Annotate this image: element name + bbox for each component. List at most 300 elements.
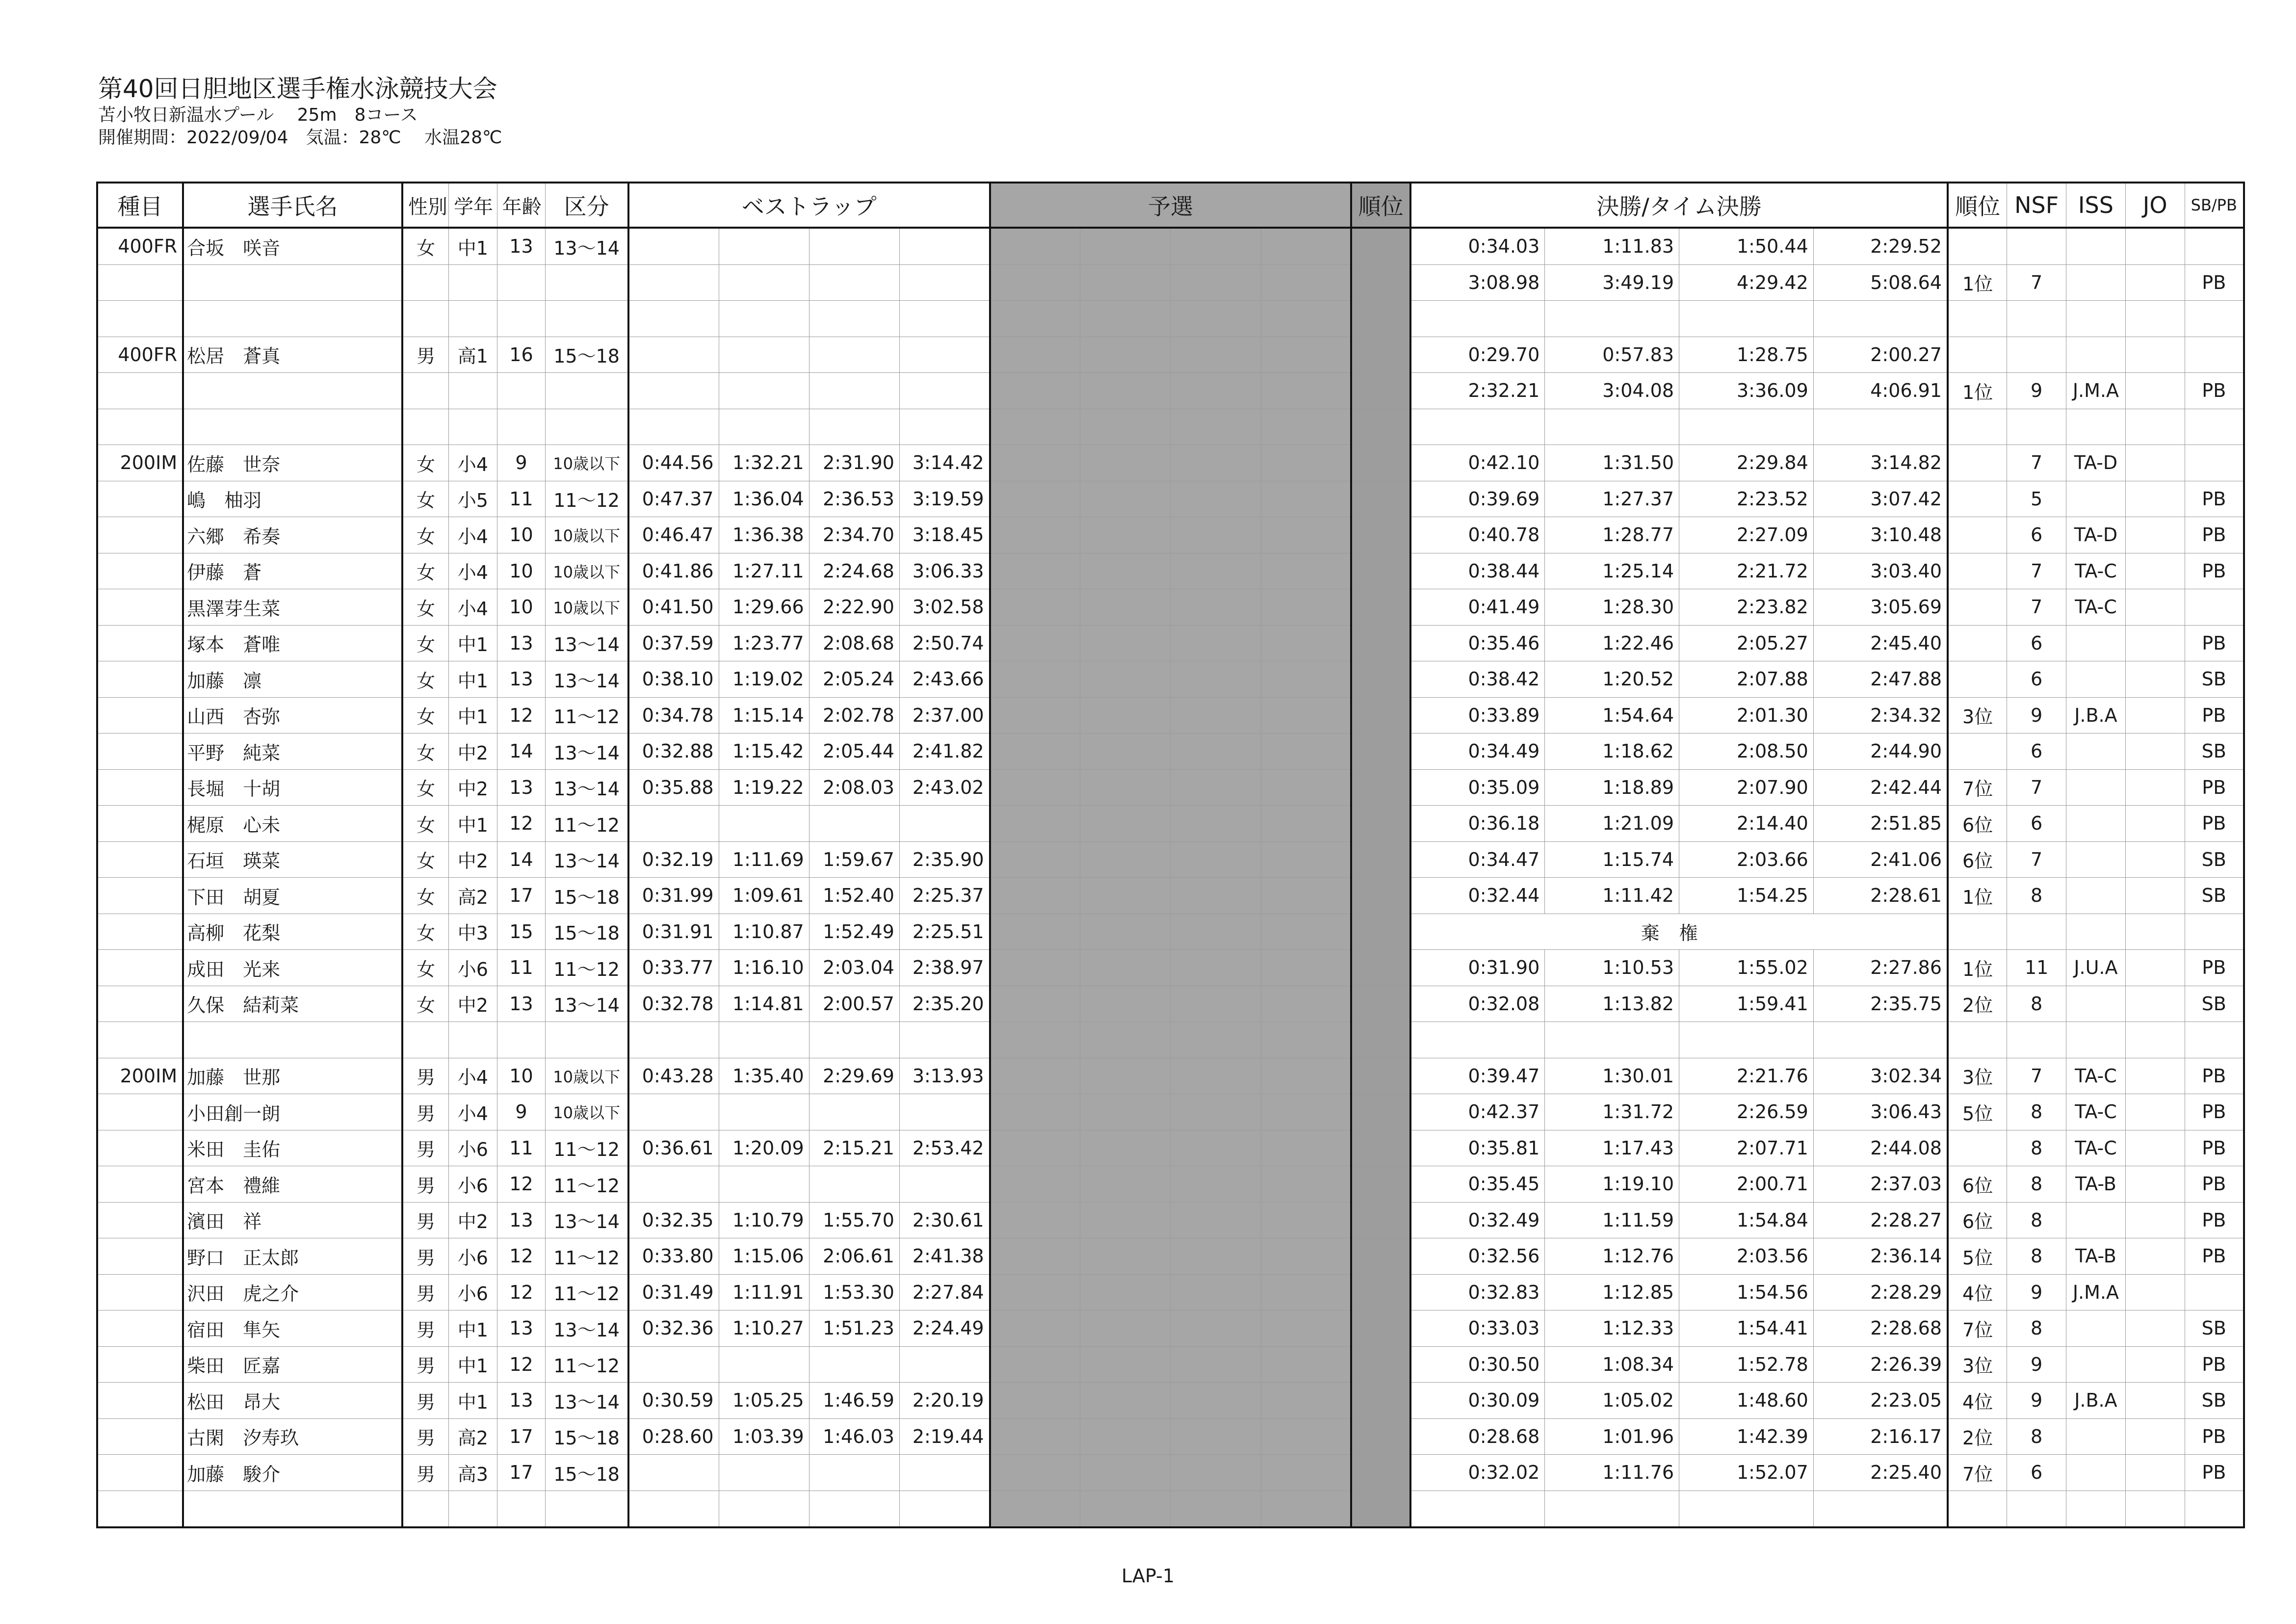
- prelim-split: [1171, 409, 1261, 445]
- prelim-split: [1080, 264, 1171, 301]
- prelim-rank-cell: [1351, 661, 1410, 698]
- jo-cell: [2125, 1022, 2185, 1058]
- final-split: 0:32.49: [1410, 1202, 1545, 1238]
- final-rank-cell: [1948, 589, 2007, 626]
- division-cell: 10歳以下: [546, 445, 628, 481]
- prelim-rank-cell: [1351, 409, 1410, 445]
- iss-cell: TA-B: [2066, 1166, 2126, 1203]
- table-row: [97, 1238, 2244, 1275]
- final-split: 2:44.08: [1813, 1130, 1948, 1166]
- prelim-split: [1080, 301, 1171, 337]
- iss-cell: [2066, 733, 2126, 770]
- nsf-cell: 8: [2007, 1166, 2066, 1203]
- table-row: [97, 1491, 2244, 1527]
- final-split: 0:35.81: [1410, 1130, 1545, 1166]
- sbpb-cell: [2185, 445, 2244, 481]
- prelim-rank-cell: [1351, 589, 1410, 626]
- prelim-split: [1171, 1166, 1261, 1203]
- sex-cell: 女: [402, 806, 449, 842]
- bestlap-split: 1:36.38: [719, 517, 809, 553]
- bestlap-split: 0:44.56: [628, 445, 719, 481]
- final-split: 1:18.62: [1545, 733, 1679, 770]
- sex-cell: [402, 301, 449, 337]
- prelim-split: [990, 1094, 1080, 1130]
- division-cell: 11～12: [546, 697, 628, 733]
- col-division: 区分: [546, 183, 628, 228]
- age-cell: 13: [497, 625, 546, 661]
- prelim-rank-cell: [1351, 1455, 1410, 1491]
- bestlap-split: 2:19.44: [899, 1418, 990, 1455]
- swimmer-name: 平野 純菜: [183, 733, 402, 770]
- final-rank-cell: 1位: [1948, 950, 2007, 986]
- meet-period: 開催期間：2022/09/04 気温：28℃ 水温28℃: [98, 128, 502, 148]
- grade-cell: 中1: [449, 1383, 497, 1419]
- final-split: 1:19.10: [1545, 1166, 1679, 1203]
- jo-cell: [2125, 445, 2185, 481]
- swimmer-name: 松居 蒼真: [183, 337, 402, 373]
- bestlap-split: 2:35.90: [899, 841, 990, 878]
- age-cell: 9: [497, 445, 546, 481]
- prelim-split: [1261, 1058, 1351, 1094]
- nsf-cell: [2007, 337, 2066, 373]
- prelim-split: [1261, 445, 1351, 481]
- final-split: [1813, 301, 1948, 337]
- table-row: [97, 1346, 2244, 1383]
- jo-cell: [2125, 986, 2185, 1022]
- prelim-split: [1171, 806, 1261, 842]
- grade-cell: 中1: [449, 625, 497, 661]
- prelim-split: [1261, 1238, 1351, 1275]
- final-rank-cell: [1948, 301, 2007, 337]
- final-split: 0:38.44: [1410, 553, 1545, 589]
- prelim-split: [1080, 625, 1171, 661]
- event-cell: [97, 1418, 183, 1455]
- final-split: 2:28.68: [1813, 1310, 1948, 1347]
- swimmer-name: 加藤 凛: [183, 661, 402, 698]
- jo-cell: [2125, 1202, 2185, 1238]
- sbpb-cell: PB: [2185, 517, 2244, 553]
- prelim-split: [1080, 1094, 1171, 1130]
- bestlap-split: 3:14.42: [899, 445, 990, 481]
- bestlap-split: 0:36.61: [628, 1130, 719, 1166]
- prelim-split: [1261, 1094, 1351, 1130]
- jo-cell: [2125, 661, 2185, 698]
- bestlap-split: [899, 409, 990, 445]
- event-cell: 200IM: [97, 1058, 183, 1094]
- age-cell: 12: [497, 1238, 546, 1275]
- final-split: [1813, 409, 1948, 445]
- iss-cell: [2066, 878, 2126, 914]
- col-final: 決勝/タイム決勝: [1410, 183, 1948, 228]
- col-name: 選手氏名: [183, 183, 402, 228]
- age-cell: 14: [497, 733, 546, 770]
- age-cell: 10: [497, 1058, 546, 1094]
- final-split: [1679, 301, 1814, 337]
- final-rank-cell: [1948, 228, 2007, 264]
- final-split: 1:54.25: [1679, 878, 1814, 914]
- final-split: 0:57.83: [1545, 337, 1679, 373]
- sbpb-cell: PB: [2185, 1346, 2244, 1383]
- prelim-split: [990, 1418, 1080, 1455]
- final-split: 0:32.56: [1410, 1238, 1545, 1275]
- bestlap-split: 2:20.19: [899, 1383, 990, 1419]
- bestlap-split: 3:02.58: [899, 589, 990, 626]
- nsf-cell: 9: [2007, 697, 2066, 733]
- final-split: 2:23.05: [1813, 1383, 1948, 1419]
- col-sbpb: SB/PB: [2185, 183, 2244, 228]
- prelim-rank-cell: [1351, 878, 1410, 914]
- final-split: 2:26.59: [1679, 1094, 1814, 1130]
- final-split: 2:32.21: [1410, 373, 1545, 409]
- col-grade: 学年: [449, 183, 497, 228]
- age-cell: [497, 409, 546, 445]
- prelim-split: [990, 806, 1080, 842]
- final-split: 1:28.75: [1679, 337, 1814, 373]
- final-split: 0:41.49: [1410, 589, 1545, 626]
- sbpb-cell: PB: [2185, 1058, 2244, 1094]
- prelim-split: [1171, 1238, 1261, 1275]
- final-split: 2:08.50: [1679, 733, 1814, 770]
- division-cell: 10歳以下: [546, 589, 628, 626]
- event-cell: [97, 1491, 183, 1527]
- iss-cell: [2066, 769, 2126, 806]
- swimmer-name: 嶋 柚羽: [183, 481, 402, 517]
- division-cell: 11～12: [546, 1346, 628, 1383]
- prelim-split: [1080, 1418, 1171, 1455]
- sex-cell: 女: [402, 914, 449, 950]
- prelim-split: [1261, 1455, 1351, 1491]
- final-split: 1:11.76: [1545, 1455, 1679, 1491]
- final-split: 2:51.85: [1813, 806, 1948, 842]
- bestlap-split: 1:10.79: [719, 1202, 809, 1238]
- nsf-cell: 8: [2007, 1094, 2066, 1130]
- final-split: 1:05.02: [1545, 1383, 1679, 1419]
- final-split: 2:27.09: [1679, 517, 1814, 553]
- sex-cell: 男: [402, 1130, 449, 1166]
- division-cell: 11～12: [546, 481, 628, 517]
- swimmer-name: 宮本 禮維: [183, 1166, 402, 1203]
- prelim-split: [990, 228, 1080, 264]
- bestlap-split: 1:27.11: [719, 553, 809, 589]
- bestlap-split: 1:35.40: [719, 1058, 809, 1094]
- iss-cell: [2066, 806, 2126, 842]
- sbpb-cell: PB: [2185, 806, 2244, 842]
- nsf-cell: 7: [2007, 589, 2066, 626]
- final-split: 2:28.61: [1813, 878, 1948, 914]
- iss-cell: TA-C: [2066, 1094, 2126, 1130]
- swimmer-name: 塚本 蒼唯: [183, 625, 402, 661]
- iss-cell: [2066, 481, 2126, 517]
- age-cell: 13: [497, 661, 546, 698]
- bestlap-split: 2:27.84: [899, 1274, 990, 1310]
- grade-cell: 中3: [449, 914, 497, 950]
- prelim-split: [1171, 1491, 1261, 1527]
- prelim-split: [990, 841, 1080, 878]
- prelim-split: [1080, 769, 1171, 806]
- meet-venue: 苫小牧日新温水プール 25m 8コース: [98, 105, 418, 125]
- prelim-split: [1080, 697, 1171, 733]
- prelim-split: [1261, 337, 1351, 373]
- bestlap-split: 1:23.77: [719, 625, 809, 661]
- bestlap-split: [719, 806, 809, 842]
- sbpb-cell: PB: [2185, 1130, 2244, 1166]
- event-cell: [97, 373, 183, 409]
- jo-cell: [2125, 950, 2185, 986]
- sbpb-cell: SB: [2185, 1383, 2244, 1419]
- age-cell: 9: [497, 1094, 546, 1130]
- final-split: 1:50.44: [1679, 228, 1814, 264]
- final-split: 0:39.69: [1410, 481, 1545, 517]
- iss-cell: [2066, 1455, 2126, 1491]
- sex-cell: 男: [402, 1238, 449, 1275]
- division-cell: 13～14: [546, 841, 628, 878]
- final-split: 1:15.74: [1545, 841, 1679, 878]
- prelim-split: [1080, 950, 1171, 986]
- division-cell: [546, 301, 628, 337]
- final-split: 3:36.09: [1679, 373, 1814, 409]
- prelim-split: [1171, 337, 1261, 373]
- division-cell: 11～12: [546, 1166, 628, 1203]
- table-row: [97, 1094, 2244, 1130]
- prelim-split: [1261, 373, 1351, 409]
- prelim-rank-cell: [1351, 1130, 1410, 1166]
- swimmer-name: 加藤 世那: [183, 1058, 402, 1094]
- prelim-split: [1261, 1310, 1351, 1347]
- prelim-split: [1080, 1166, 1171, 1203]
- final-split: 1:28.30: [1545, 589, 1679, 626]
- prelim-split: [1261, 661, 1351, 698]
- bestlap-split: [628, 373, 719, 409]
- bestlap-split: 3:13.93: [899, 1058, 990, 1094]
- prelim-split: [1261, 228, 1351, 264]
- iss-cell: [2066, 1418, 2126, 1455]
- prelim-split: [1171, 950, 1261, 986]
- division-cell: [546, 409, 628, 445]
- bestlap-split: 2:34.70: [809, 517, 899, 553]
- division-cell: 11～12: [546, 806, 628, 842]
- bestlap-split: 2:29.69: [809, 1058, 899, 1094]
- swimmer-name: 梶原 心未: [183, 806, 402, 842]
- division-cell: 13～14: [546, 228, 628, 264]
- final-split: 3:05.69: [1813, 589, 1948, 626]
- prelim-split: [1261, 1022, 1351, 1058]
- bestlap-split: 1:46.03: [809, 1418, 899, 1455]
- bestlap-split: [809, 1022, 899, 1058]
- prelim-rank-cell: [1351, 1418, 1410, 1455]
- sbpb-cell: PB: [2185, 1166, 2244, 1203]
- age-cell: 17: [497, 1455, 546, 1491]
- sbpb-cell: PB: [2185, 769, 2244, 806]
- prelim-split: [1171, 445, 1261, 481]
- grade-cell: [449, 1491, 497, 1527]
- final-split: 1:11.59: [1545, 1202, 1679, 1238]
- jo-cell: [2125, 373, 2185, 409]
- prelim-rank-cell: [1351, 841, 1410, 878]
- bestlap-split: [809, 1094, 899, 1130]
- table-row: [97, 1166, 2244, 1203]
- division-cell: 13～14: [546, 625, 628, 661]
- bestlap-split: [628, 1022, 719, 1058]
- prelim-split: [1171, 733, 1261, 770]
- prelim-split: [1080, 1058, 1171, 1094]
- header-row: [97, 183, 2244, 228]
- division-cell: 15～18: [546, 1418, 628, 1455]
- final-split: 4:06.91: [1813, 373, 1948, 409]
- grade-cell: 中2: [449, 733, 497, 770]
- jo-cell: [2125, 1274, 2185, 1310]
- grade-cell: [449, 264, 497, 301]
- bestlap-split: 1:29.66: [719, 589, 809, 626]
- bestlap-split: [628, 409, 719, 445]
- bestlap-split: 0:28.60: [628, 1418, 719, 1455]
- iss-cell: [2066, 914, 2126, 950]
- iss-cell: J.U.A: [2066, 950, 2126, 986]
- prelim-split: [1171, 553, 1261, 589]
- age-cell: 13: [497, 1310, 546, 1347]
- event-cell: [97, 769, 183, 806]
- event-cell: [97, 1310, 183, 1347]
- grade-cell: 小6: [449, 1274, 497, 1310]
- iss-cell: J.M.A: [2066, 373, 2126, 409]
- bestlap-split: 1:15.14: [719, 697, 809, 733]
- prelim-split: [1171, 1418, 1261, 1455]
- nsf-cell: 6: [2007, 625, 2066, 661]
- nsf-cell: 7: [2007, 769, 2066, 806]
- sbpb-cell: PB: [2185, 1418, 2244, 1455]
- iss-cell: [2066, 1202, 2126, 1238]
- final-split: 3:03.40: [1813, 553, 1948, 589]
- jo-cell: [2125, 301, 2185, 337]
- final-split: 0:32.44: [1410, 878, 1545, 914]
- sbpb-cell: [2185, 337, 2244, 373]
- bestlap-split: 1:19.22: [719, 769, 809, 806]
- final-rank-cell: [1948, 1130, 2007, 1166]
- bestlap-split: 0:37.59: [628, 625, 719, 661]
- final-split: 0:33.03: [1410, 1310, 1545, 1347]
- bestlap-split: 1:51.23: [809, 1310, 899, 1347]
- swimmer-name: 黒澤芽生菜: [183, 589, 402, 626]
- prelim-split: [1080, 1383, 1171, 1419]
- bestlap-split: 1:11.91: [719, 1274, 809, 1310]
- prelim-split: [1171, 769, 1261, 806]
- prelim-rank-cell: [1351, 1238, 1410, 1275]
- table-row: [97, 878, 2244, 914]
- final-split: 1:28.77: [1545, 517, 1679, 553]
- final-split: 1:27.37: [1545, 481, 1679, 517]
- final-split: 1:54.56: [1679, 1274, 1814, 1310]
- final-split: 2:27.86: [1813, 950, 1948, 986]
- nsf-cell: 7: [2007, 553, 2066, 589]
- prelim-split: [1171, 1383, 1261, 1419]
- iss-cell: TA-C: [2066, 589, 2126, 626]
- final-split: [1410, 301, 1545, 337]
- final-split: 2:14.40: [1679, 806, 1814, 842]
- jo-cell: [2125, 733, 2185, 770]
- prelim-rank-cell: [1351, 1094, 1410, 1130]
- withdrawn-label: 棄権: [1410, 914, 1948, 950]
- jo-cell: [2125, 517, 2185, 553]
- final-split: 0:32.83: [1410, 1274, 1545, 1310]
- sbpb-cell: PB: [2185, 481, 2244, 517]
- division-cell: [546, 1491, 628, 1527]
- sbpb-cell: SB: [2185, 733, 2244, 770]
- swimmer-name: 野口 正太郎: [183, 1238, 402, 1275]
- final-split: 1:52.07: [1679, 1455, 1814, 1491]
- bestlap-split: [719, 373, 809, 409]
- event-cell: [97, 841, 183, 878]
- age-cell: [497, 1022, 546, 1058]
- jo-cell: [2125, 264, 2185, 301]
- swimmer-name: 久保 結莉菜: [183, 986, 402, 1022]
- bestlap-split: 1:46.59: [809, 1383, 899, 1419]
- event-cell: [97, 481, 183, 517]
- final-split: 2:41.06: [1813, 841, 1948, 878]
- prelim-split: [1171, 1274, 1261, 1310]
- age-cell: 17: [497, 1418, 546, 1455]
- bestlap-split: 2:41.38: [899, 1238, 990, 1275]
- sex-cell: 女: [402, 733, 449, 770]
- final-split: 1:01.96: [1545, 1418, 1679, 1455]
- final-split: 3:08.98: [1410, 264, 1545, 301]
- division-cell: 13～14: [546, 1202, 628, 1238]
- prelim-split: [1080, 986, 1171, 1022]
- grade-cell: 中2: [449, 841, 497, 878]
- final-split: [1813, 1491, 1948, 1527]
- sbpb-cell: [2185, 1491, 2244, 1527]
- bestlap-split: [809, 1491, 899, 1527]
- bestlap-split: 2:05.24: [809, 661, 899, 698]
- division-cell: 10歳以下: [546, 1094, 628, 1130]
- prelim-rank-cell: [1351, 1346, 1410, 1383]
- sex-cell: 女: [402, 661, 449, 698]
- table-row: [97, 950, 2244, 986]
- age-cell: 13: [497, 769, 546, 806]
- table-row: [97, 553, 2244, 589]
- bestlap-split: 1:16.10: [719, 950, 809, 986]
- prelim-split: [1080, 1202, 1171, 1238]
- division-cell: 15～18: [546, 914, 628, 950]
- swimmer-name: 下田 胡夏: [183, 878, 402, 914]
- final-split: 1:54.84: [1679, 1202, 1814, 1238]
- prelim-split: [1080, 806, 1171, 842]
- bestlap-split: 2:38.97: [899, 950, 990, 986]
- swimmer-name: 成田 光来: [183, 950, 402, 986]
- swimmer-name: [183, 301, 402, 337]
- swimmer-name: 高柳 花梨: [183, 914, 402, 950]
- division-cell: 13～14: [546, 1383, 628, 1419]
- final-split: 0:30.09: [1410, 1383, 1545, 1419]
- prelim-split: [1171, 589, 1261, 626]
- grade-cell: [449, 373, 497, 409]
- final-split: 1:54.64: [1545, 697, 1679, 733]
- final-rank-cell: [1948, 337, 2007, 373]
- bestlap-split: 2:25.37: [899, 878, 990, 914]
- prelim-split: [1171, 697, 1261, 733]
- grade-cell: 小4: [449, 517, 497, 553]
- event-cell: [97, 950, 183, 986]
- prelim-split: [990, 733, 1080, 770]
- prelim-split: [1080, 1491, 1171, 1527]
- final-split: 2:35.75: [1813, 986, 1948, 1022]
- grade-cell: [449, 301, 497, 337]
- final-split: 1:30.01: [1545, 1058, 1679, 1094]
- event-cell: [97, 625, 183, 661]
- sex-cell: 女: [402, 625, 449, 661]
- prelim-rank-cell: [1351, 1166, 1410, 1203]
- sbpb-cell: SB: [2185, 1310, 2244, 1347]
- sbpb-cell: SB: [2185, 841, 2244, 878]
- final-split: 1:08.34: [1545, 1346, 1679, 1383]
